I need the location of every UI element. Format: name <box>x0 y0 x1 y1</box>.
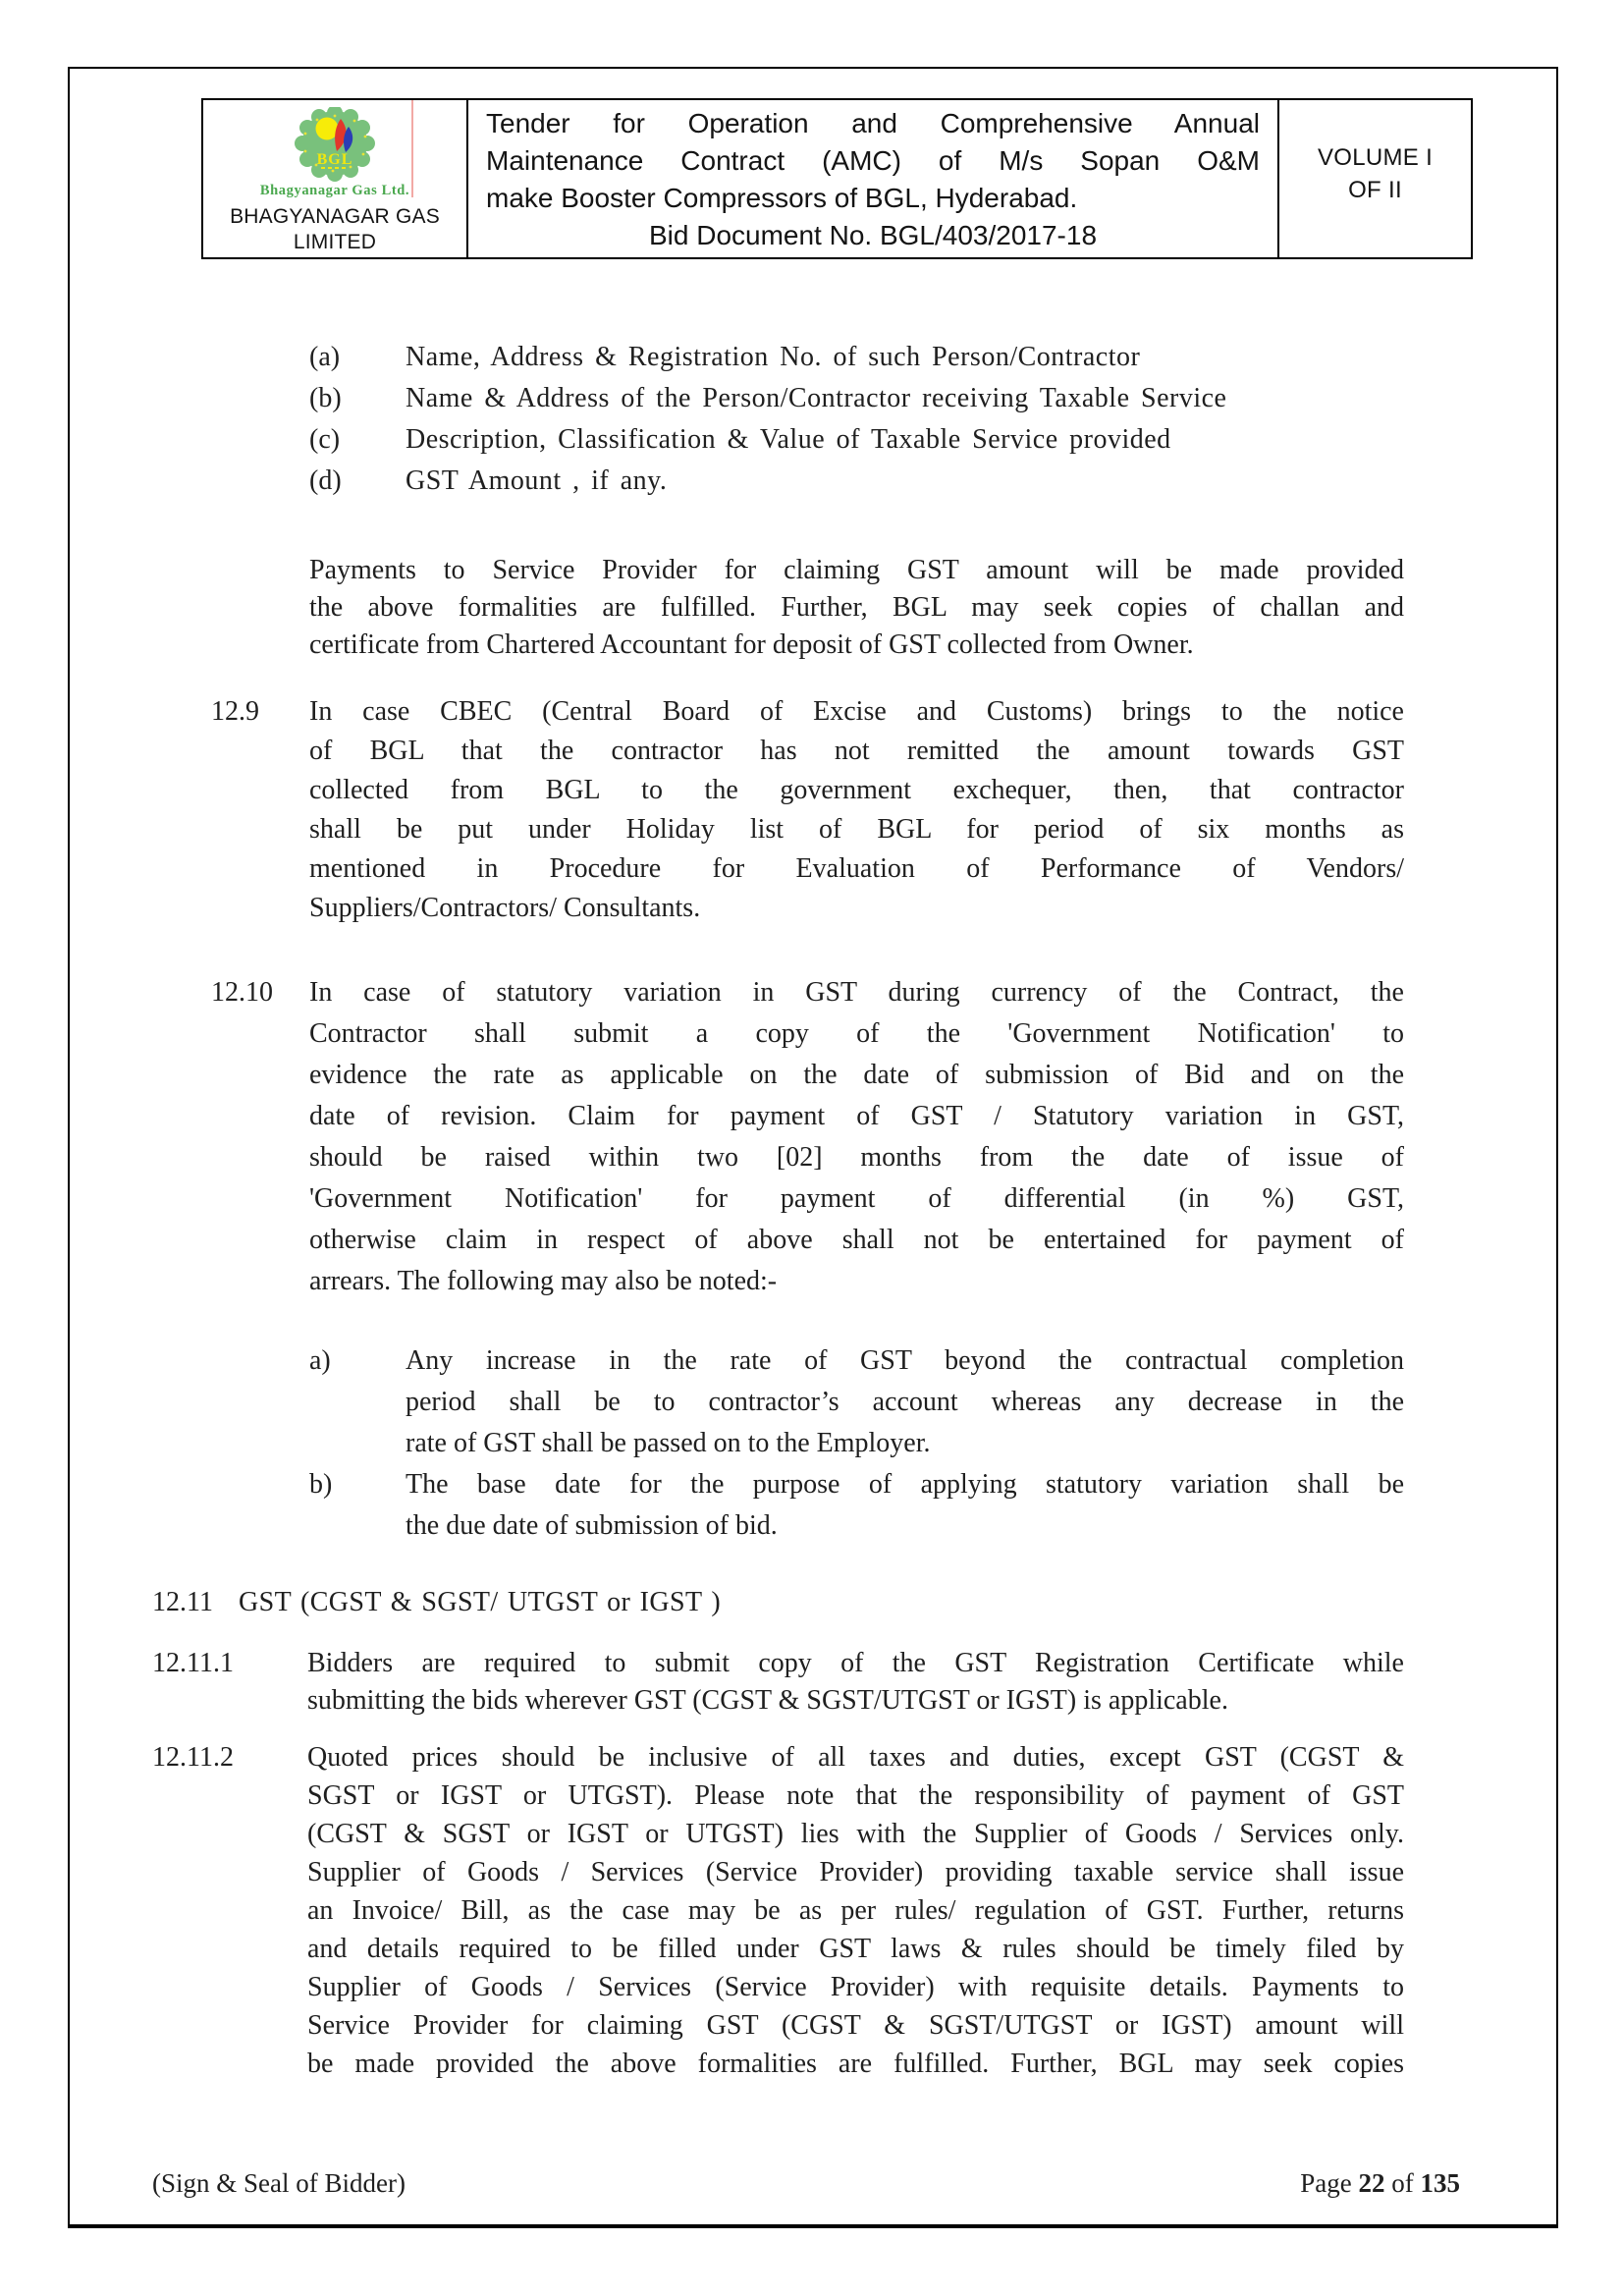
list-text: Name & Address of the Person/Contractor receiving Taxable Service <box>406 383 1227 413</box>
clause-12-11-1 <box>152 1645 1404 1720</box>
list-abcd <box>152 337 1404 502</box>
list-marker: (d) <box>309 465 342 496</box>
bgl-logo-emblem <box>290 107 380 182</box>
volume-line2: OF II <box>1348 177 1402 203</box>
clause-text: In case of statutory variation in GST during currency of the Contract, the Contractor shall submit a copy of the 'Government Notification' to evidence the rate as applicable on the date of submission of Bid and on the date of revision. Claim for payment of GST / Statutory variation in GST, should be raised within two [02] months from the date of issue of 'Government Notification' for payment of differential (in %) GST, otherwise claim in respect of above shall not be entertained for payment of arrears. The following may also be noted:- <box>309 977 1404 1296</box>
list-item <box>309 1464 1404 1547</box>
list-item <box>309 337 1404 378</box>
page-total: 135 <box>1420 2168 1460 2198</box>
list-marker: (b) <box>309 383 342 413</box>
scan-artifact-line <box>411 100 413 197</box>
list-item <box>309 419 1404 461</box>
of-label: of <box>1391 2168 1414 2198</box>
company-name <box>230 204 440 255</box>
list-text: Name, Address & Registration No. of such Person/Contractor <box>406 342 1141 372</box>
clause-number: 12.11.1 <box>152 1648 234 1678</box>
clause-text: Bidders are required to submit copy of the GST Registration Certificate while submitting the bids wherever GST (CGST & SGST/UTGST or IGST) is applicable. <box>307 1648 1404 1716</box>
list-text: The base date for the purpose of applying statutory variation shall be the due date of submission of bid. <box>406 1469 1404 1541</box>
volume-line1: VOLUME I <box>1317 144 1434 171</box>
volume-cell <box>1279 100 1471 257</box>
tender-title-cell <box>468 100 1279 257</box>
list-text: GST Amount , if any. <box>406 465 668 496</box>
logo-caption: Bhagyanagar Gas Ltd. <box>259 183 410 198</box>
page-label: Page <box>1300 2168 1352 2198</box>
clause-12-11-2 <box>152 1738 1404 2083</box>
logo-cell <box>203 100 468 257</box>
sign-seal-label: (Sign & Seal of Bidder) <box>152 2168 406 2198</box>
list-item <box>309 1340 1404 1464</box>
list-text: Description, Classification & Value of Taxable Service provided <box>406 424 1171 455</box>
clause-number: 12.11 <box>152 1587 213 1617</box>
emblem-acronym: BGL <box>316 151 353 168</box>
clause-text: In case CBEC (Central Board of Excise and Customs) brings to the notice of BGL that the contractor has not remitted the amount towards GST collected from BGL to the government exchequer, then, that contractor shall be put under Holiday list of BGL for period of six months as mentioned in Procedure for Evaluation of Performance of Vendors/ Suppliers/Contractors/ Consultants. <box>309 696 1404 923</box>
list-marker: b) <box>309 1469 333 1500</box>
list-text: Any increase in the rate of GST beyond the contractual completion period shall be to contractor’s account whereas any decrease in the rate of GST shall be passed on to the Employer. <box>406 1345 1404 1458</box>
company-name-line1: BHAGYANAGAR GAS <box>230 205 440 228</box>
clause-12-11 <box>152 1583 1404 1622</box>
document-body <box>152 259 1404 2083</box>
list-item <box>309 378 1404 419</box>
clause-number: 12.11.2 <box>152 1742 234 1773</box>
list-ab <box>152 1340 1404 1547</box>
tender-title-line: Maintenance Contract (AMC) of M/s Sopan O&M <box>486 145 1260 176</box>
clause-12-10 <box>152 972 1404 1302</box>
bid-document-number: Bid Document No. BGL/403/2017-18 <box>648 220 1098 250</box>
company-name-line2: LIMITED <box>293 231 377 253</box>
page-footer <box>152 2168 1460 2199</box>
list-marker: (a) <box>309 342 341 372</box>
tender-title-line: make Booster Compressors of BGL, Hyderabad. <box>486 183 1078 213</box>
page-indicator <box>1300 2168 1460 2199</box>
header-table <box>201 98 1473 259</box>
tender-title-line: Tender for Operation and Comprehensive Annual <box>486 108 1260 138</box>
page-number: 22 <box>1358 2168 1385 2198</box>
list-marker: (c) <box>309 424 341 455</box>
paragraph-payments-gst: Payments to Service Provider for claiming GST amount will be made provided the above formalities are fulfilled. Further, BGL may seek copies of challan and certificate from Chartered Accountant for deposit of GST collected from Owner. <box>309 555 1404 660</box>
clause-heading: GST (CGST & SGST/ UTGST or IGST ) <box>239 1587 722 1617</box>
sun-icon <box>316 118 339 140</box>
list-item <box>309 461 1404 502</box>
list-marker: a) <box>309 1345 331 1376</box>
clause-number: 12.10 <box>211 977 273 1008</box>
clause-12-9 <box>152 692 1404 928</box>
clause-text: Quoted prices should be inclusive of all taxes and duties, except GST (CGST & SGST or IGST or UTGST). Please note that the responsibility of payment of GST (CGST & SGST or IGST or UTGST) lies with the Supplier of Goods / Services only. Supplier of Goods / Services (Service Provider) providing taxable service shall issue an Invoice/ Bill, as the case may be as per rules/ regulation of GST. Further, returns and details required to be filled under GST laws & rules should be timely filed by Supplier of Goods / Services (Service Provider) with requisite details. Payments to Service Provider for claiming GST (CGST & SGST/UTGST or IGST) amount will be made provided the above formalities are fulfilled. Further, BGL may seek copies <box>307 1742 1404 2079</box>
clause-number: 12.9 <box>211 696 259 727</box>
